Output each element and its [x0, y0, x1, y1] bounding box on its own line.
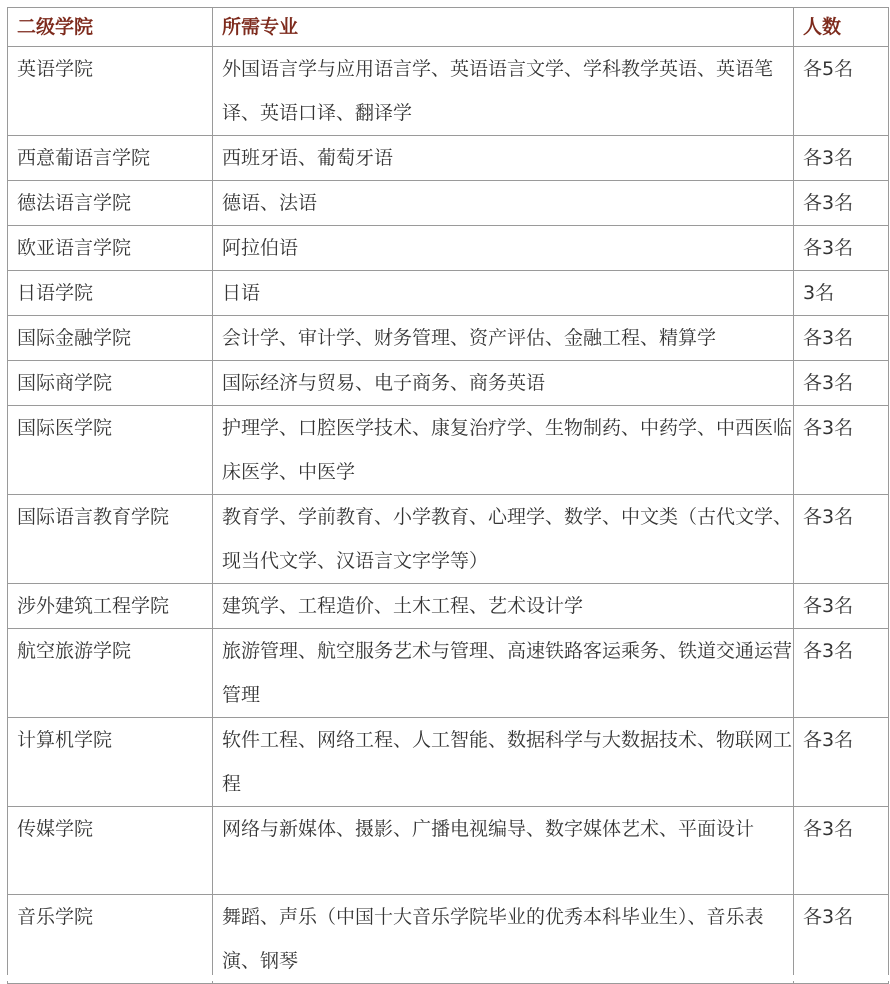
college-cell: 英语学院 — [8, 47, 213, 136]
count-cell: 各3名 — [794, 718, 889, 807]
majors-cell: 会计学、审计学、财务管理、资产评估、金融工程、精算学 — [213, 316, 794, 361]
majors-cell: 国际经济与贸易、电子商务、商务英语 — [213, 361, 794, 406]
table-body — [8, 47, 889, 984]
majors-cell: 阿拉伯语 — [213, 226, 794, 271]
college-cell: 欧亚语言学院 — [8, 226, 213, 271]
college-cell: 西意葡语言学院 — [8, 136, 213, 181]
majors-cell: 日语 — [213, 271, 794, 316]
header-college: 二级学院 — [8, 8, 213, 47]
college-cell: 传媒学院 — [8, 807, 213, 895]
college-cell: 国际医学院 — [8, 406, 213, 495]
table-header-row — [8, 8, 889, 47]
college-cell: 涉外建筑工程学院 — [8, 584, 213, 629]
majors-cell: 舞蹈、声乐（中国十大音乐学院毕业的优秀本科毕业生）、音乐表演、钢琴 — [213, 895, 794, 984]
majors-cell: 旅游管理、航空服务艺术与管理、高速铁路客运乘务、铁道交通运营管理 — [213, 629, 794, 718]
college-cell: 航空旅游学院 — [8, 629, 213, 718]
count-cell: 各3名 — [794, 226, 889, 271]
table-row — [8, 316, 889, 361]
table-row — [8, 271, 889, 316]
header-count: 人数 — [794, 8, 889, 47]
college-cell: 计算机学院 — [8, 718, 213, 807]
majors-cell: 西班牙语、葡萄牙语 — [213, 136, 794, 181]
count-cell: 各3名 — [794, 361, 889, 406]
count-cell: 3名 — [794, 271, 889, 316]
majors-cell: 外国语言学与应用语言学、英语语言文学、学科教学英语、英语笔译、英语口译、翻译学 — [213, 47, 794, 136]
majors-cell: 软件工程、网络工程、人工智能、数据科学与大数据技术、物联网工程 — [213, 718, 794, 807]
majors-cell: 教育学、学前教育、小学教育、心理学、数学、中文类（古代文学、现当代文学、汉语言文字学等） — [213, 495, 794, 584]
majors-cell: 建筑学、工程造价、土木工程、艺术设计学 — [213, 584, 794, 629]
count-cell: 各3名 — [794, 895, 889, 984]
college-cell: 日语学院 — [8, 271, 213, 316]
table-row — [8, 226, 889, 271]
majors-cell: 护理学、口腔医学技术、康复治疗学、生物制药、中药学、中西医临床医学、中医学 — [213, 406, 794, 495]
count-cell: 各3名 — [794, 584, 889, 629]
count-cell: 各3名 — [794, 629, 889, 718]
table-row — [8, 629, 889, 718]
count-cell: 各3名 — [794, 495, 889, 584]
majors-cell: 网络与新媒体、摄影、广播电视编导、数字媒体艺术、平面设计 — [213, 807, 794, 895]
table-row — [8, 361, 889, 406]
college-cell: 国际商学院 — [8, 361, 213, 406]
college-cell: 音乐学院 — [8, 895, 213, 984]
table-row — [8, 718, 889, 807]
count-cell: 各5名 — [794, 47, 889, 136]
recruitment-table — [7, 7, 889, 984]
header-majors: 所需专业 — [213, 8, 794, 47]
table-row — [8, 895, 889, 984]
count-cell: 各3名 — [794, 406, 889, 495]
table-row — [8, 807, 889, 895]
table-row — [8, 584, 889, 629]
majors-cell: 德语、法语 — [213, 181, 794, 226]
count-cell: 各3名 — [794, 316, 889, 361]
page-bottom-edge — [0, 975, 890, 981]
college-cell: 国际金融学院 — [8, 316, 213, 361]
table-row — [8, 136, 889, 181]
count-cell: 各3名 — [794, 807, 889, 895]
college-cell: 国际语言教育学院 — [8, 495, 213, 584]
college-cell: 德法语言学院 — [8, 181, 213, 226]
table-row — [8, 181, 889, 226]
count-cell: 各3名 — [794, 181, 889, 226]
table-row — [8, 495, 889, 584]
count-cell: 各3名 — [794, 136, 889, 181]
table-row — [8, 47, 889, 136]
table-row — [8, 406, 889, 495]
